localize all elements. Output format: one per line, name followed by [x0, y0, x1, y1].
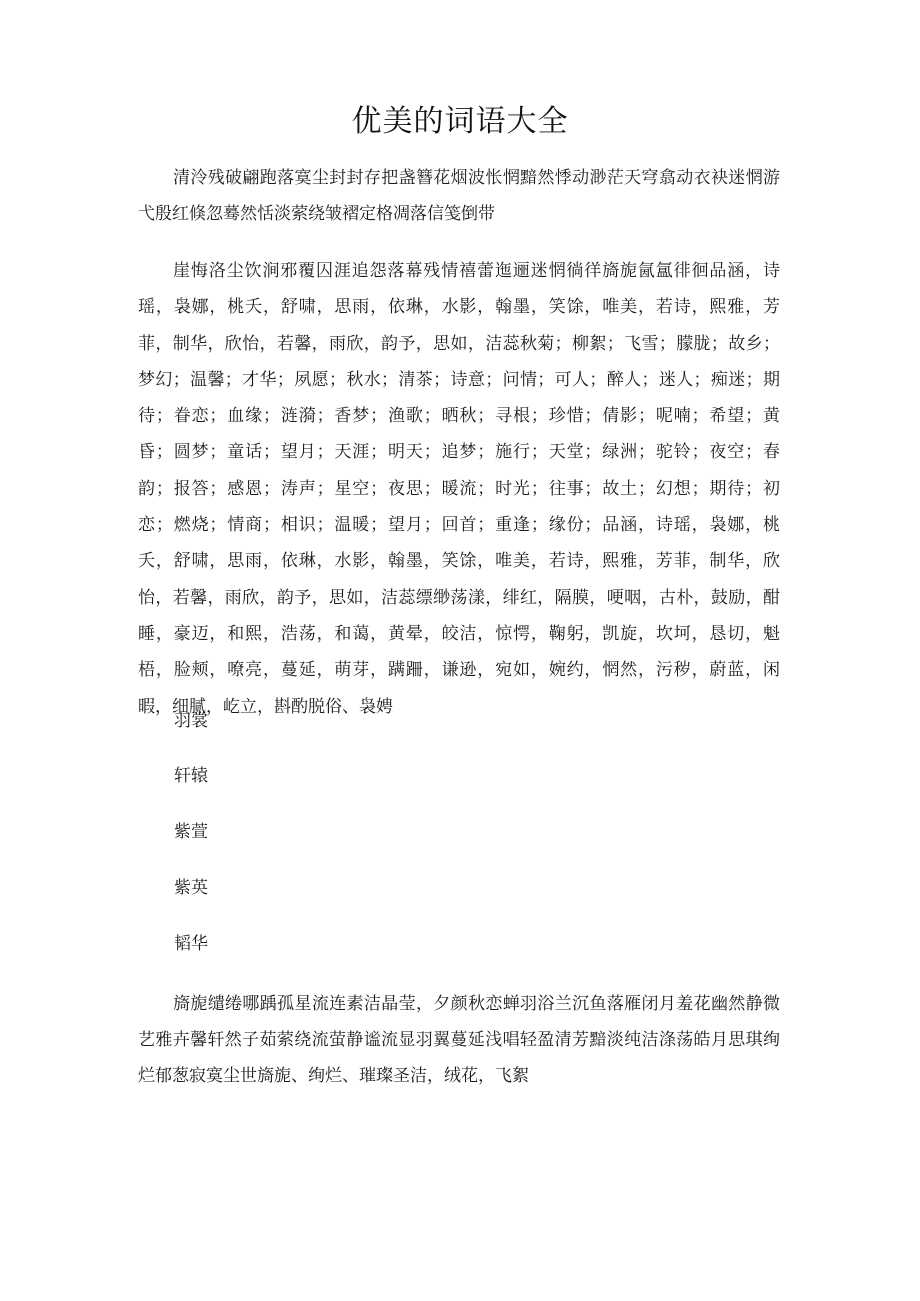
page-title: 优美的词语大全 [351, 104, 569, 139]
word-item: 紫萱 [174, 822, 208, 842]
paragraph-2: 崖悔洛尘饮涧邪覆囚涯追怨落幕残情禧蕾迤逦迷惘徜徉旖旎氤氲徘徊品涵，诗瑶，袅娜，桃夭，舒啸，思雨，依琳，水影，翰墨，笑馀，唯美，若诗，熙雅，芳菲，制华，欣怡，若馨，雨欣，韵予，思如，洁蕊秋菊；柳絮；飞雪；朦胧；故乡；梦幻；温馨；才华；夙愿；秋水；清茶；诗意；问情；可人；醉人；迷人；痴迷；期待；眷恋；血缘；涟漪；香梦；渔歌；晒秋；寻根；珍惜；倩影；呢喃；希望；黄昏；圆梦；童话；望月；天涯；明天；追梦；施行；天堂；绿洲；驼铃；夜空；春韵；报答；感恩；涛声；星空；夜思；暖流；时光；往事；故土；幻想；期待；初恋；燃烧；情商；相识；温暖；望月；回首；重逢；缘份；品涵，诗瑶，袅娜，桃夭，舒啸，思雨，依琳，水影，翰墨，笑馀，唯美，若诗，熙雅，芳菲，制华，欣怡，若馨，雨欣，韵予，思如，洁蕊缥缈荡漾，绯红，隔膜，哽咽，古朴，鼓励，酣睡，豪迈，和熙，浩荡，和蔼，黄晕，皎洁，惊愕，鞠躬，凯旋，坎坷，恳切，魁梧，脸颊，嘹亮，蔓延，萌芽，蹒跚，谦逊，宛如，婉约，惘然，污秽，蔚蓝，闲暇，细腻，屹立，斟酌脱俗、袅娉 [138, 261, 780, 717]
paragraph-3: 旖旎缱绻哪踽孤星流连素洁晶莹，夕颜秋恋蝉羽浴兰沉鱼落雁闭月羞花幽然静微艺雅卉馨轩然子茹萦绕流萤静谧流显羽翼蔓延浅唱轻盈清芳黯淡纯洁涤荡皓月思琪绚烂郁葱寂寞尘世旖旎、绚烂、璀璨圣洁，绒花，飞絮 [138, 994, 780, 1086]
paragraph-1: 清泠残破翩跑落寞尘封封存把盏簪花烟波怅惘黯然悸动渺茫天穹翕动衣袂迷惘游弋殷红倏忽蓦然恬淡萦绕皱褶定格凋落信笺倒带 [138, 168, 780, 224]
word-item: 轩辕 [174, 766, 208, 786]
word-item: 羽裳 [174, 711, 208, 731]
word-item: 韬华 [174, 934, 208, 954]
word-item: 紫英 [174, 878, 208, 898]
